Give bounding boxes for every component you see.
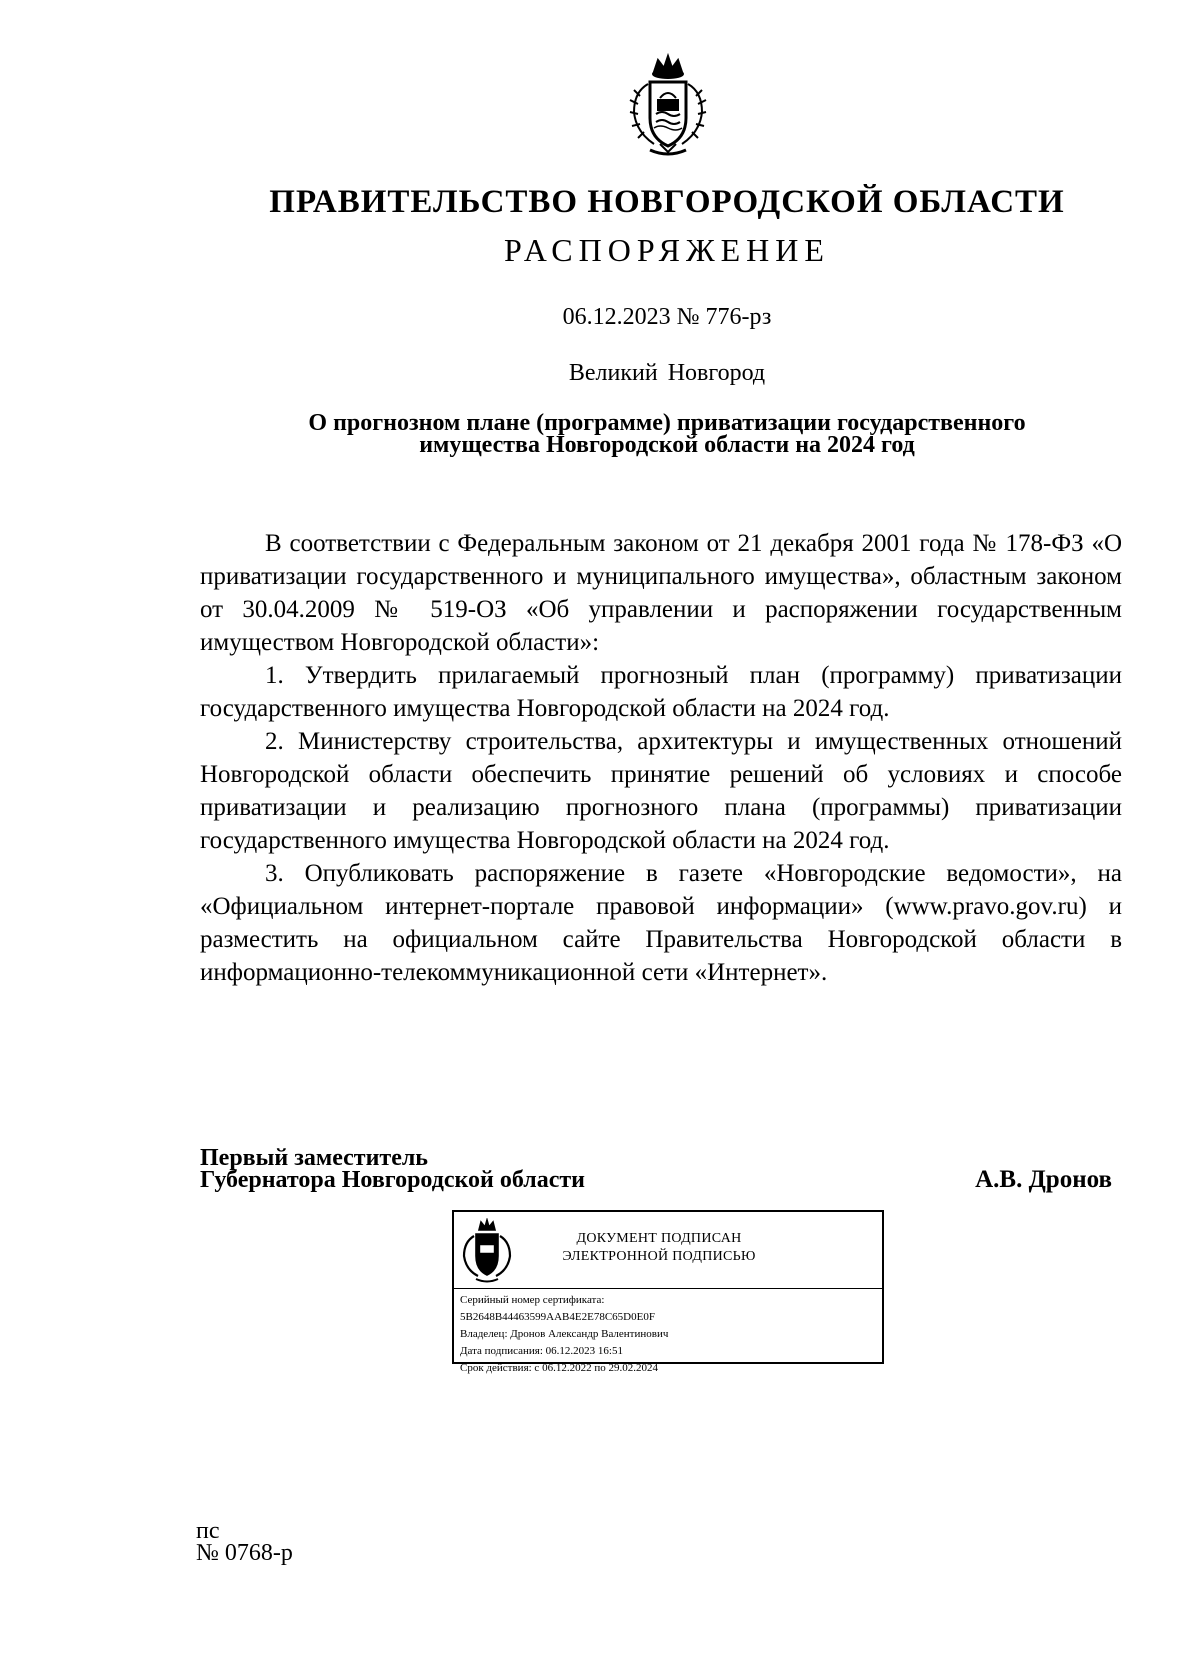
document-date-number: 06.12.2023 № 776-рз <box>562 304 772 330</box>
file-mark <box>196 1520 293 1564</box>
document-heading-line: О прогнозном плане (программе) приватизации государственного <box>308 410 1026 436</box>
document-heading <box>200 412 1134 456</box>
file-mark-number: № 0768-р <box>196 1540 293 1566</box>
signatory-position-line: Первый заместитель <box>200 1145 428 1171</box>
coat-of-arms-emblem <box>620 52 716 160</box>
electronic-signature-stamp <box>452 1210 884 1374</box>
file-mark-initials: пс <box>196 1518 220 1544</box>
certificate-owner: Владелец: Дронов Александр Валентинович <box>460 1328 669 1340</box>
signing-date: Дата подписания: 06.12.2023 16:51 <box>460 1345 623 1357</box>
document-heading-line: имущества Новгородской области на 2024 год <box>419 432 915 458</box>
preamble-paragraph: В соответствии с Федеральным законом от 21 декабря 2001 года № 178-ФЗ «О приватизации государственного и муниципального имущества», областным законом от 30.04.2009 № 519-ОЗ «Об управлении и распоряжении государственным имуществом Новгородской области»: <box>200 530 1122 656</box>
order-item-3: 3. Опубликовать распоряжение в газете «Новгородские ведомости», на «Официальном интернет-портале правовой информации» (www.pravo.gov.ru) и разместить на официальном сайте Правительства Новгородской области в информационно-телекоммуникационной сети «Интернет». <box>200 860 1122 986</box>
stamp-heading-line: ДОКУМЕНТ ПОДПИСАН <box>576 1231 742 1246</box>
order-item-2: 2. Министерству строительства, архитектуры и имущественных отношений Новгородской области обеспечить принятие решений об условиях и способе приватизации и реализацию прогнозного плана (программы) приватизации государственного имущества Новгородской области на 2024 год. <box>200 728 1122 854</box>
stamp-heading <box>534 1230 784 1266</box>
document-body <box>200 527 1122 989</box>
document-place: Великий Новгород <box>568 360 766 386</box>
signatory-position <box>200 1147 585 1191</box>
signatory-position-line: Губернатора Новгородской области <box>200 1167 586 1193</box>
certificate-label: Серийный номер сертификата: <box>460 1294 605 1306</box>
government-title: ПРАВИТЕЛЬСТВО НОВГОРОДСКОЙ ОБЛАСТИ <box>269 184 1065 220</box>
document-type: РАСПОРЯЖЕНИЕ <box>504 232 830 268</box>
certificate-validity: Срок действия: с 06.12.2022 по 29.02.2024 <box>460 1362 658 1374</box>
signatory-name: А.В. Дронов <box>975 1166 1112 1193</box>
certificate-number: 5B2648B44463599AAB4E2E78C65D0E0F <box>460 1311 655 1323</box>
stamp-emblem-icon <box>458 1218 516 1284</box>
stamp-heading-line: ЭЛЕКТРОННОЙ ПОДПИСЬЮ <box>562 1249 756 1264</box>
stamp-divider <box>454 1288 882 1289</box>
stamp-details <box>460 1292 668 1377</box>
order-item-1: 1. Утвердить прилагаемый прогнозный план (программу) приватизации государственного имущества Новгородской области на 2024 год. <box>200 662 1122 722</box>
